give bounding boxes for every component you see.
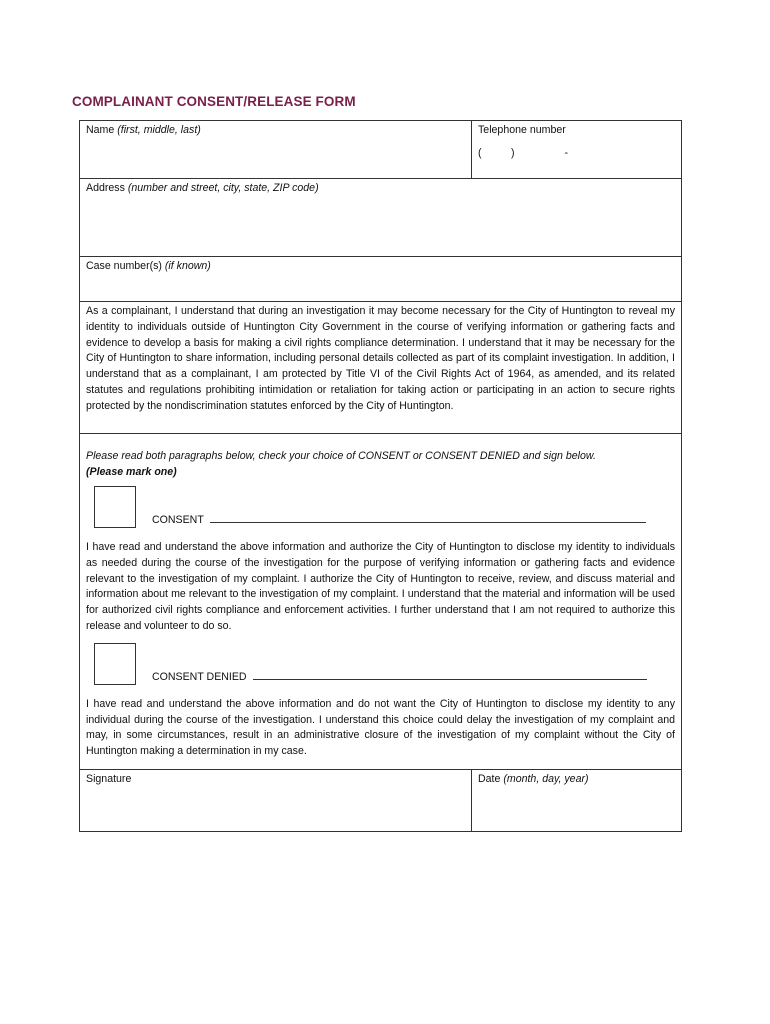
date-field[interactable]: [471, 769, 682, 832]
consent-choice-section: [79, 433, 682, 770]
date-label: Date: [478, 773, 501, 785]
consent-form: [79, 120, 682, 832]
case-number-hint: (if known): [164, 260, 211, 272]
mark-one-note: (Please mark one): [86, 466, 177, 478]
case-number-field[interactable]: [79, 256, 682, 302]
signature-field[interactable]: [79, 769, 472, 832]
name-hint: (first, middle, last): [117, 124, 201, 136]
intro-paragraph: As a complainant, I understand that during an investigation it may become necessary for the City of Huntington to reveal my identity to individuals outside of Huntington City Government in the course of verifying information or gathering facts and evidence to develop a basis for making a civil rights compliance determination. I understand that it may be necessary for the City of Huntington to share information, including personal details collected as part of its complaint investigation. In addition, I understand that as a complainant, I am protected by Title VI of the Civil Rights Act of 1964, as amended, and its related statutes and regulations prohibiting intimidation or retaliation for taking action or participating in an action to secure rights protected by the nondiscrimination statutes enforced by the City of Huntington.: [86, 305, 675, 412]
instructions: Please read both paragraphs below, check your choice of CONSENT or CONSENT DENIED and sign below.: [86, 450, 596, 462]
consent-denied-signature-line[interactable]: [253, 669, 647, 680]
telephone-label: Telephone number: [478, 124, 566, 136]
consent-denied-option: [86, 643, 675, 691]
name-label: Name: [86, 124, 115, 136]
address-label: Address: [86, 182, 125, 194]
form-title: COMPLAINANT CONSENT/RELEASE FORM: [72, 94, 356, 109]
intro-paragraph-cell: [79, 301, 682, 434]
consent-denied-paragraph: I have read and understand the above information and do not want the City of Huntington to disclose my identity to any individual during the course of the investigation. I understand this choice could delay the investigation of my complaint and may, in some circumstances, result in an administrative closure of the investigation of my complaint without the City of Huntington making a determination in my case.: [86, 697, 675, 758]
consent-denied-checkbox[interactable]: [94, 643, 136, 685]
telephone-mask: ( ) -: [478, 147, 569, 159]
name-field[interactable]: [79, 120, 472, 179]
case-number-label: Case number(s): [86, 260, 162, 272]
consent-label: CONSENT: [152, 514, 204, 526]
consent-denied-label: CONSENT DENIED: [152, 670, 247, 683]
address-field[interactable]: [79, 178, 682, 257]
date-hint: (month, day, year): [503, 773, 589, 785]
consent-paragraph: I have read and understand the above information and authorize the City of Huntington to disclose my identity to individuals as needed during the course of the investigation for the purpose of verifying information or gathering facts and evidence relevant to the investigation of my complaint. I authorize the City of Huntington to receive, review, and discuss material and information about me relevant to the investigation of my complaint. I understand that the material and information will be used for authorized civil rights compliance and enforcement activities. I further understand that I am not required to authorize this release and volunteer to do so.: [86, 541, 675, 632]
telephone-field[interactable]: [471, 120, 682, 179]
signature-label: Signature: [86, 773, 132, 785]
consent-checkbox[interactable]: [94, 486, 136, 528]
consent-option: [86, 486, 675, 534]
consent-signature-line[interactable]: [210, 512, 646, 523]
address-hint: (number and street, city, state, ZIP code): [127, 182, 319, 194]
